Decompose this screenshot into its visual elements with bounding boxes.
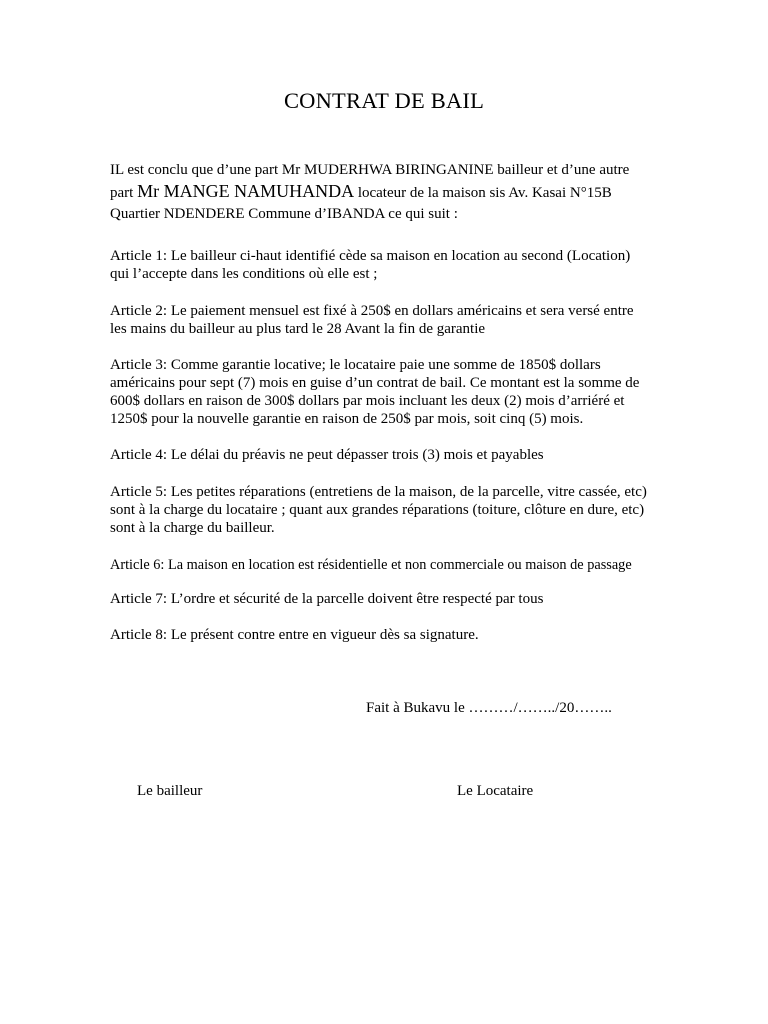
article-7 bbox=[110, 590, 680, 608]
article-line: Article 2: Le paiement mensuel est fixé à 250$ en dollars américains et sera versé entre bbox=[110, 303, 634, 319]
article-8 bbox=[110, 626, 680, 644]
article-3 bbox=[110, 356, 680, 428]
intro-line-2-suffix: locateur de la maison sis Av. Kasai N°15B bbox=[354, 185, 612, 201]
intro-line-1: IL est conclu que d’une part Mr MUDERHWA BIRINGANINE bailleur et d’une autre bbox=[110, 162, 630, 178]
intro-paragraph bbox=[110, 160, 670, 225]
article-line: Article 6: La maison en location est résidentielle et non commerciale ou maison de passage bbox=[110, 557, 632, 573]
article-line: Article 7: L’ordre et sécurité de la parcelle doivent être respecté par tous bbox=[110, 591, 544, 607]
article-line: Article 3: Comme garantie locative; le locataire paie une somme de 1850$ dollars bbox=[110, 357, 601, 373]
article-line: sont à la charge du locataire ; quant aux grandes réparations (toiture, clôture en dure, etc) bbox=[110, 502, 645, 518]
article-line: sont à la charge du bailleur. bbox=[110, 520, 275, 536]
intro-line-2-prefix: part bbox=[110, 185, 138, 201]
article-6 bbox=[110, 556, 680, 574]
article-line: Article 4: Le délai du préavis ne peut dépasser trois (3) mois et payables bbox=[110, 447, 544, 463]
article-2 bbox=[110, 302, 680, 338]
article-line: 600$ dollars en raison de 300$ dollars par mois incluant les deux (2) mois d’arriéré et bbox=[110, 393, 625, 409]
document-title: CONTRAT DE BAIL bbox=[283, 88, 485, 113]
article-4 bbox=[110, 446, 680, 464]
intro-line-3: Quartier NDENDERE Commune d’IBANDA ce qui suit : bbox=[110, 206, 458, 222]
intro-line-2 bbox=[110, 181, 670, 204]
article-line: Article 8: Le présent contre entre en vigueur dès sa signature. bbox=[110, 627, 479, 643]
lessee-signature-label: Le Locataire bbox=[457, 783, 534, 799]
article-1 bbox=[110, 247, 680, 283]
article-line: les mains du bailleur au plus tard le 28 Avant la fin de garantie bbox=[110, 321, 486, 337]
article-line: 1250$ pour la nouvelle garantie en raison de 250$ par mois, soit cinq (5) mois. bbox=[110, 411, 584, 427]
place-and-date: Fait à Bukavu le ………/……../20…….. bbox=[366, 700, 612, 716]
lessor-signature-label: Le bailleur bbox=[137, 783, 203, 799]
article-line: Article 5: Les petites réparations (entretiens de la maison, de la parcelle, vitre cassée, etc) bbox=[110, 484, 647, 500]
article-5 bbox=[110, 483, 680, 537]
article-line: Article 1: Le bailleur ci-haut identifié cède sa maison en location au second (Location) bbox=[110, 248, 631, 264]
article-line: américains pour sept (7) mois en guise d’un contrat de bail. Ce montant est la somme de bbox=[110, 375, 640, 391]
lessee-name: Mr MANGE NAMUHANDA bbox=[137, 181, 355, 201]
article-line: qui l’accepte dans les conditions où elle est ; bbox=[110, 266, 378, 282]
